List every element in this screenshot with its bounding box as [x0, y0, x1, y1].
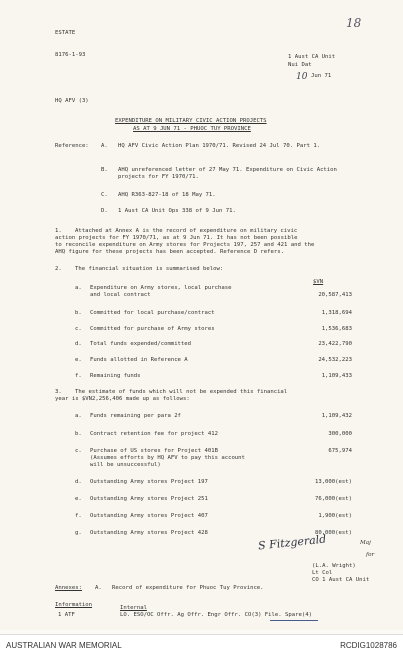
para3-item-e-value: 76,000(est)	[314, 496, 352, 502]
para2-item-b-value: 1,318,694	[321, 310, 352, 316]
para3-number: 3.	[55, 389, 62, 395]
reference-text-c: AHQ R363-827-18 of 18 May 71.	[118, 192, 216, 198]
para2-item-a-value: 20,587,413	[318, 292, 352, 298]
para3-item-g-letter: g.	[75, 530, 82, 536]
handwritten-date-day: 10	[296, 72, 308, 82]
para3-item-c-text: Purchase of US stores for Project 401B	[90, 448, 218, 454]
para3-item-a-text: Funds remaining per para 2f	[90, 413, 181, 419]
para3-item-b-text: Contract retention fee for project 412	[90, 431, 218, 437]
para2-item-c-text: Committed for purchase of Army stores	[90, 326, 215, 332]
para3-item-c-value: 675,974	[328, 448, 352, 454]
para1-line-3: to reconcile expenditure on Army stores for Projects 197, 257 and 421 and the	[55, 242, 315, 248]
para3-item-d-text: Outstanding Army stores Project 197	[90, 479, 208, 485]
date-month-year: Jun 71	[311, 73, 332, 79]
para3-item-b-letter: b.	[75, 431, 82, 437]
para3-intro-2: year is $VN2,256,406 made up as follows:	[55, 396, 190, 402]
para2-item-f-text: Remaining funds	[90, 373, 141, 379]
handwritten-underline	[270, 620, 318, 621]
annexes-label: Annexes:	[55, 585, 82, 591]
para3-item-b-value: 300,000	[328, 431, 352, 437]
para2-number: 2.	[55, 266, 62, 272]
para1-line-1: Attached at Annex A is the record of expenditure on military civic	[75, 228, 298, 234]
signatory-name: (L.A. Wright)	[312, 563, 356, 569]
reference-letter-c: C.	[101, 192, 108, 198]
para3-item-e-letter: e.	[75, 496, 82, 502]
para2-item-e-value: 24,532,223	[318, 357, 352, 363]
para3-item-f-letter: f.	[75, 513, 82, 519]
reference-letter-b: B.	[101, 167, 108, 173]
para2-item-c-letter: c.	[75, 326, 82, 332]
signatory-appointment: CO 1 Aust CA Unit	[312, 577, 370, 583]
reference-letter-d: D.	[101, 208, 108, 214]
para3-item-f-text: Outstanding Army stores Project 407	[90, 513, 208, 519]
para1-line-4: AHQ figure for these projects has been accepted. Reference D refers.	[55, 249, 285, 255]
para3-item-g-text: Outstanding Army stores Project 428	[90, 530, 208, 536]
para2-item-b-letter: b.	[75, 310, 82, 316]
para2-item-a-text: Expenditure on Army stores, local purchase	[90, 285, 232, 291]
handwritten-rank: Maj	[360, 540, 371, 546]
reference-text-d: 1 Aust CA Unit Ops 338 of 9 Jun 71.	[118, 208, 236, 214]
reference-text-a: HQ AFV Civic Action Plan 1970/71. Revised 24 Jul 70. Part 1.	[118, 143, 321, 149]
para3-item-c-letter: c.	[75, 448, 82, 454]
archive-footer	[0, 634, 403, 655]
title-line-2: AS AT 9 JUN 71 - PHUOC TUY PROVINCE	[133, 126, 251, 132]
archive-name: AUSTRALIAN WAR MEMORIAL	[6, 641, 122, 650]
title-line-1: EXPENDITURE ON MILITARY CIVIC ACTION PROJECTS	[115, 118, 267, 124]
reference-letter-a: A.	[101, 143, 108, 149]
file-reference: 8176-1-93	[55, 52, 86, 58]
para3-item-c-extra-2: will be unsuccessful)	[90, 462, 161, 468]
para2-item-e-letter: e.	[75, 357, 82, 363]
handwritten-for: for	[366, 552, 375, 558]
para3-item-a-value: 1,109,432	[321, 413, 352, 419]
para3-item-e-text: Outstanding Army stores Project 251	[90, 496, 208, 502]
para2-item-f-value: 1,109,433	[321, 373, 352, 379]
para1-line-2: action projects for FY 1970/71, as at 9 Jun 71. It has not been possible	[55, 235, 298, 241]
para3-item-d-value: 13,000(est)	[314, 479, 352, 485]
para3-item-a-letter: a.	[75, 413, 82, 419]
annex-text: Record of expenditure for Phuoc Tuy Province.	[112, 585, 264, 591]
para3-intro-1: The estimate of funds which will not be expended this financial	[75, 389, 288, 395]
folio-number: 18	[346, 16, 362, 30]
addressee: HQ AFV (3)	[55, 98, 89, 104]
unit-location: Nui Dat	[288, 62, 312, 68]
para3-item-d-letter: d.	[75, 479, 82, 485]
para1-number: 1.	[55, 228, 62, 234]
distribution-internal-items: LO. ESO/OC Offr. Ag Offr. Engr Offr. CO(3) File. Spare(4)	[120, 612, 312, 618]
distribution-information-label: Information	[55, 602, 93, 608]
para2-item-d-letter: d.	[75, 341, 82, 347]
archive-id: RCDIG1028786	[340, 641, 397, 650]
reference-label: Reference:	[55, 143, 89, 149]
currency-header: $VN	[313, 279, 324, 285]
para2-intro: The financial situation is summarised below:	[75, 266, 224, 272]
para2-item-e-text: Funds allotted in Reference A	[90, 357, 188, 363]
para3-item-c-extra-1: (Assumes efforts by HQ AFV to pay this account	[90, 455, 245, 461]
para2-item-f-letter: f.	[75, 373, 82, 379]
signatory-rank: Lt Col	[312, 570, 333, 576]
handwritten-signature: S Fitzgerald	[257, 532, 327, 553]
para2-item-d-value: 23,422,790	[318, 341, 352, 347]
para2-item-a-text2: and local contract	[90, 292, 151, 298]
para2-item-c-value: 1,536,683	[321, 326, 352, 332]
unit-name: 1 Aust CA Unit	[288, 54, 336, 60]
classification-label: ESTATE	[55, 30, 76, 36]
annex-letter: A.	[95, 585, 102, 591]
para2-item-a-letter: a.	[75, 285, 82, 291]
para3-item-g-value: 80,000(est)	[314, 530, 352, 536]
distribution-internal-label: Internal	[120, 605, 147, 611]
para2-item-b-text: Committed for local purchase/contract	[90, 310, 215, 316]
para2-item-d-text: Total funds expended/committed	[90, 341, 192, 347]
distribution-information-item: 1 ATF	[58, 612, 75, 618]
reference-text-b: AHQ unreferenced letter of 27 May 71. Expenditure on Civic Action projects for FY 1970/71.	[118, 167, 337, 181]
para3-item-f-value: 1,900(est)	[318, 513, 352, 519]
